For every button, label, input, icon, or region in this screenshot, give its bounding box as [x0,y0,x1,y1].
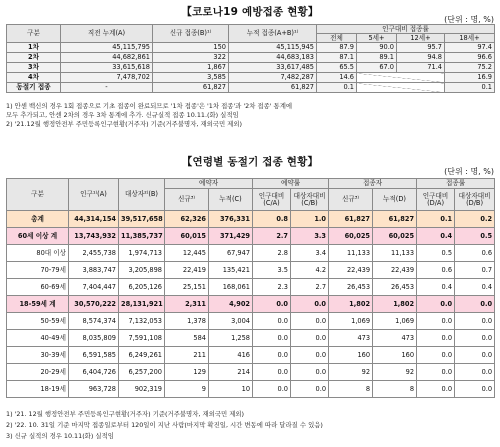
vacc-target-ratio-value: 0.4 [455,279,495,296]
table-row [7,347,495,364]
reserve-new-value: 1,378 [165,313,209,330]
rate-all: 14.6 [317,73,357,83]
reserve-target-ratio-value: 3.3 [291,228,329,245]
rate-18plus: 0.1 [445,83,495,93]
population-value: 13,743,932 [69,228,119,245]
target-value: 11,385,737 [119,228,165,245]
vacc-cum-value: 473 [373,330,417,347]
vacc-cum-value: 92 [373,364,417,381]
header-new-vaccination: 신규 접종(B)¹⁾ [153,25,229,43]
table-row [7,245,495,262]
table-row [7,330,495,347]
header-reserve-target-ratio: 대상자대비(C/B) [291,189,329,211]
vacc-pop-ratio-value: 0.0 [417,347,455,364]
row-label: 40-49세 [7,330,69,347]
row-label: 1차 [7,43,61,53]
table2-title: 【연령별 동절기 접종 현황】 [181,156,319,168]
vacc-pop-ratio-value: 0.4 [417,228,455,245]
reserve-target-ratio-value: 1.0 [291,211,329,228]
population-value: 6,404,726 [69,364,119,381]
header-reserve-cum: 누적(C) [209,189,253,211]
reserve-target-ratio-value: 0.0 [291,313,329,330]
header-reservations: 예약자 [165,179,253,189]
table-row [7,279,495,296]
reserve-pop-ratio-value: 2.3 [253,279,291,296]
target-value: 6,249,261 [119,347,165,364]
vacc-cum-value: 22,439 [373,262,417,279]
vacc-new-value: 11,133 [329,245,373,262]
rate-12plus: 71.4 [397,63,445,73]
header-rate-5plus: 5세+ [357,34,397,43]
row-label: 30-39세 [7,347,69,364]
table-row [7,228,495,245]
reserve-target-ratio-value: 3.4 [291,245,329,262]
vacc-new-value: 473 [329,330,373,347]
header-rate-all: 전체 [317,34,357,43]
population-value: 2,455,738 [69,245,119,262]
header-prev-cumulative: 직전 누계(A) [61,25,153,43]
reserve-pop-ratio-value: 3.5 [253,262,291,279]
vacc-target-ratio-value: 0.5 [455,228,495,245]
cum-value: 45,115,945 [229,43,317,53]
cum-value: 44,683,183 [229,53,317,63]
table-row [7,364,495,381]
rate-12plus: 95.7 [397,43,445,53]
target-value: 1,974,713 [119,245,165,262]
vacc-new-value: 160 [329,347,373,364]
vacc-pop-ratio-value: 0.0 [417,296,455,313]
table2-note-1: 1) '21. 12월 행정안전부 주민등록인구현황(거주자) 기준(거주불명자, 재외국민 제외) [6,410,245,418]
reserve-cum-value: 4,902 [209,296,253,313]
header-vaccinated: 접종자 [329,179,417,189]
row-label: 18-19세 [7,381,69,398]
header-reserve-pop-ratio: 인구대비(C/A) [253,189,291,211]
vacc-pop-ratio-value: 0.4 [417,279,455,296]
reserve-cum-value: 1,258 [209,330,253,347]
vacc-cum-value: 8 [373,381,417,398]
header-gubun: 구분 [7,179,69,211]
reserve-pop-ratio-value: 2.7 [253,228,291,245]
row-label: 50-59세 [7,313,69,330]
table2-unit: (단위 : 명, %) [444,167,494,176]
vacc-target-ratio-value: 0.0 [455,347,495,364]
table1-note-1b: 모두 추가되고, 안센 2차의 경우 3차 통계에 추가. 신규실적 접종 10.11.(화) 실적임 [6,111,239,119]
header-vacc-new: 신규³⁾ [329,189,373,211]
reserve-new-value: 12,445 [165,245,209,262]
reserve-cum-value: 168,061 [209,279,253,296]
header-rate-18plus: 18세+ [445,34,495,43]
row-label: 20-29세 [7,364,69,381]
reserve-new-value: 211 [165,347,209,364]
population-value: 7,404,447 [69,279,119,296]
row-label: 동절기 접종 [7,83,61,93]
population-value: 963,728 [69,381,119,398]
reserve-pop-ratio-value: 0.8 [253,211,291,228]
vacc-new-value: 22,439 [329,262,373,279]
rate-18plus: 97.4 [445,43,495,53]
new-value: 322 [153,53,229,63]
vacc-pop-ratio-value: 0.5 [417,245,455,262]
vacc-new-value: 60,025 [329,228,373,245]
reserve-target-ratio-value: 4.2 [291,262,329,279]
header-vacc-pop-ratio: 인구대비(D/A) [417,189,455,211]
row-label: 70-79세 [7,262,69,279]
table1-unit: (단위 : 명, %) [444,15,494,24]
table1-note-2: 2) '21.12월 행정안전부 주민등록인구현황(거주자) 기준(거주불명자, 재외국민 제외) [6,120,243,128]
header-population: 인구¹⁾(A) [69,179,119,211]
reserve-new-value: 2,311 [165,296,209,313]
reserve-cum-value: 67,947 [209,245,253,262]
target-value: 28,131,921 [119,296,165,313]
vacc-new-value: 92 [329,364,373,381]
target-value: 3,205,898 [119,262,165,279]
cum-value: 7,482,287 [229,73,317,83]
reserve-pop-ratio-value: 2.8 [253,245,291,262]
reserve-new-value: 584 [165,330,209,347]
reserve-target-ratio-value: 0.0 [291,296,329,313]
vacc-cum-value: 26,453 [373,279,417,296]
target-value: 902,319 [119,381,165,398]
table-row [7,381,495,398]
reserve-target-ratio-value: 2.7 [291,279,329,296]
target-value: 39,517,658 [119,211,165,228]
population-value: 8,574,374 [69,313,119,330]
reserve-cum-value: 135,421 [209,262,253,279]
row-label: 3차 [7,63,61,73]
rate-all: 65.5 [317,63,357,73]
header-reserve-new: 신규³⁾ [165,189,209,211]
reserve-cum-value: 10 [209,381,253,398]
vacc-target-ratio-value: 0.0 [455,330,495,347]
reserve-cum-value: 214 [209,364,253,381]
header-vacc-cum: 누적(D) [373,189,417,211]
row-label: 80대 이상 [7,245,69,262]
row-label: 4차 [7,73,61,83]
reserve-cum-value: 376,331 [209,211,253,228]
new-value: 3,585 [153,73,229,83]
vacc-new-value: 61,827 [329,211,373,228]
new-value: 61,827 [153,83,229,93]
new-value: 150 [153,43,229,53]
diagonal-empty-cell [357,73,445,83]
vacc-target-ratio-value: 0.0 [455,381,495,398]
population-value: 6,591,585 [69,347,119,364]
table-row [7,262,495,279]
vacc-new-value: 26,453 [329,279,373,296]
table-row [7,53,495,63]
header-rate-group: 인구대비 접종률 [317,25,495,34]
header-rate-12plus: 12세+ [397,34,445,43]
header-vacc-target-ratio: 대상자대비(D/B) [455,189,495,211]
vacc-pop-ratio-value: 0.0 [417,381,455,398]
reserve-cum-value: 371,429 [209,228,253,245]
vacc-cum-value: 1,802 [373,296,417,313]
vacc-target-ratio-value: 0.7 [455,262,495,279]
vacc-target-ratio-value: 0.2 [455,211,495,228]
rate-all: 87.1 [317,53,357,63]
table-row [7,43,495,53]
table1-note-1: 1) 안센 백신의 경우 1회 접종으로 기초 접종이 완료되므로 '1차 접종'은 '1차 접종'과 '2차 접종' 통계에 [6,102,293,110]
prev-value: 33,615,618 [61,63,153,73]
reserve-pop-ratio-value: 0.0 [253,381,291,398]
vacc-target-ratio-value: 0.0 [455,296,495,313]
rate-18plus: 75.2 [445,63,495,73]
vacc-target-ratio-value: 0.0 [455,313,495,330]
prev-value: - [61,83,153,93]
vacc-cum-value: 11,133 [373,245,417,262]
reserve-new-value: 62,326 [165,211,209,228]
vaccination-status-table [6,24,495,93]
prev-value: 44,682,861 [61,53,153,63]
header-reservation-rate: 예약률 [253,179,329,189]
population-value: 3,883,747 [69,262,119,279]
reserve-target-ratio-value: 0.0 [291,347,329,364]
rate-5plus: 90.0 [357,43,397,53]
header-vaccination-rate: 접종률 [417,179,495,189]
reserve-new-value: 9 [165,381,209,398]
vacc-pop-ratio-value: 0.0 [417,330,455,347]
vacc-cum-value: 1,069 [373,313,417,330]
row-label: 60세 이상 계 [7,228,69,245]
vacc-pop-ratio-value: 0.0 [417,313,455,330]
rate-18plus: 16.9 [445,73,495,83]
rate-18plus: 96.6 [445,53,495,63]
reserve-pop-ratio-value: 0.0 [253,330,291,347]
reserve-new-value: 22,419 [165,262,209,279]
rate-12plus: 94.8 [397,53,445,63]
rate-all: 87.9 [317,43,357,53]
population-value: 44,314,154 [69,211,119,228]
vacc-new-value: 1,069 [329,313,373,330]
table-row [7,73,495,83]
table-row [7,296,495,313]
target-value: 6,257,200 [119,364,165,381]
table2-note-3: 3) 신규 실적의 경우 10.11(화) 실적임 [6,432,114,440]
prev-value: 45,115,795 [61,43,153,53]
reserve-pop-ratio-value: 0.0 [253,296,291,313]
vacc-cum-value: 160 [373,347,417,364]
vacc-cum-value: 60,025 [373,228,417,245]
rate-all: 0.1 [317,83,357,93]
table1-title: 【코로나19 예방접종 현황】 [181,6,319,18]
vacc-target-ratio-value: 0.0 [455,364,495,381]
cum-value: 61,827 [229,83,317,93]
reserve-pop-ratio-value: 0.0 [253,347,291,364]
vacc-cum-value: 61,827 [373,211,417,228]
row-label: 총계 [7,211,69,228]
target-value: 7,132,053 [119,313,165,330]
header-gubun: 구분 [7,25,61,43]
target-value: 7,591,108 [119,330,165,347]
table-row [7,63,495,73]
vacc-pop-ratio-value: 0.6 [417,262,455,279]
vacc-pop-ratio-value: 0.1 [417,211,455,228]
rate-5plus: 67.0 [357,63,397,73]
new-value: 1,867 [153,63,229,73]
table-row [7,83,495,93]
vacc-pop-ratio-value: 0.0 [417,364,455,381]
target-value: 6,205,126 [119,279,165,296]
rate-5plus: 89.1 [357,53,397,63]
population-value: 30,570,222 [69,296,119,313]
cum-value: 33,617,485 [229,63,317,73]
row-label: 60-69세 [7,279,69,296]
reserve-target-ratio-value: 0.0 [291,364,329,381]
reserve-target-ratio-value: 0.0 [291,381,329,398]
reserve-pop-ratio-value: 0.0 [253,364,291,381]
header-target: 대상자²⁾(B) [119,179,165,211]
reserve-pop-ratio-value: 0.0 [253,313,291,330]
reserve-cum-value: 416 [209,347,253,364]
table-row [7,313,495,330]
age-winter-vaccination-table [6,178,495,398]
reserve-target-ratio-value: 0.0 [291,330,329,347]
prev-value: 7,478,702 [61,73,153,83]
reserve-cum-value: 3,004 [209,313,253,330]
row-label: 18-59세 계 [7,296,69,313]
row-label: 2차 [7,53,61,63]
vacc-new-value: 1,802 [329,296,373,313]
vacc-target-ratio-value: 0.6 [455,245,495,262]
header-cumulative: 누적 접종(A+B)¹⁾ [229,25,317,43]
table-row [7,211,495,228]
reserve-new-value: 25,151 [165,279,209,296]
vacc-new-value: 8 [329,381,373,398]
reserve-new-value: 129 [165,364,209,381]
reserve-new-value: 60,015 [165,228,209,245]
table2-note-2: 2) '22. 10. 31일 기준 마지막 접종일로부터 120일이 지난 사람(마지막 확진일, 시간 변동에 따라 달라질 수 있음) [6,421,323,429]
diagonal-empty-cell [357,83,445,93]
population-value: 8,035,809 [69,330,119,347]
